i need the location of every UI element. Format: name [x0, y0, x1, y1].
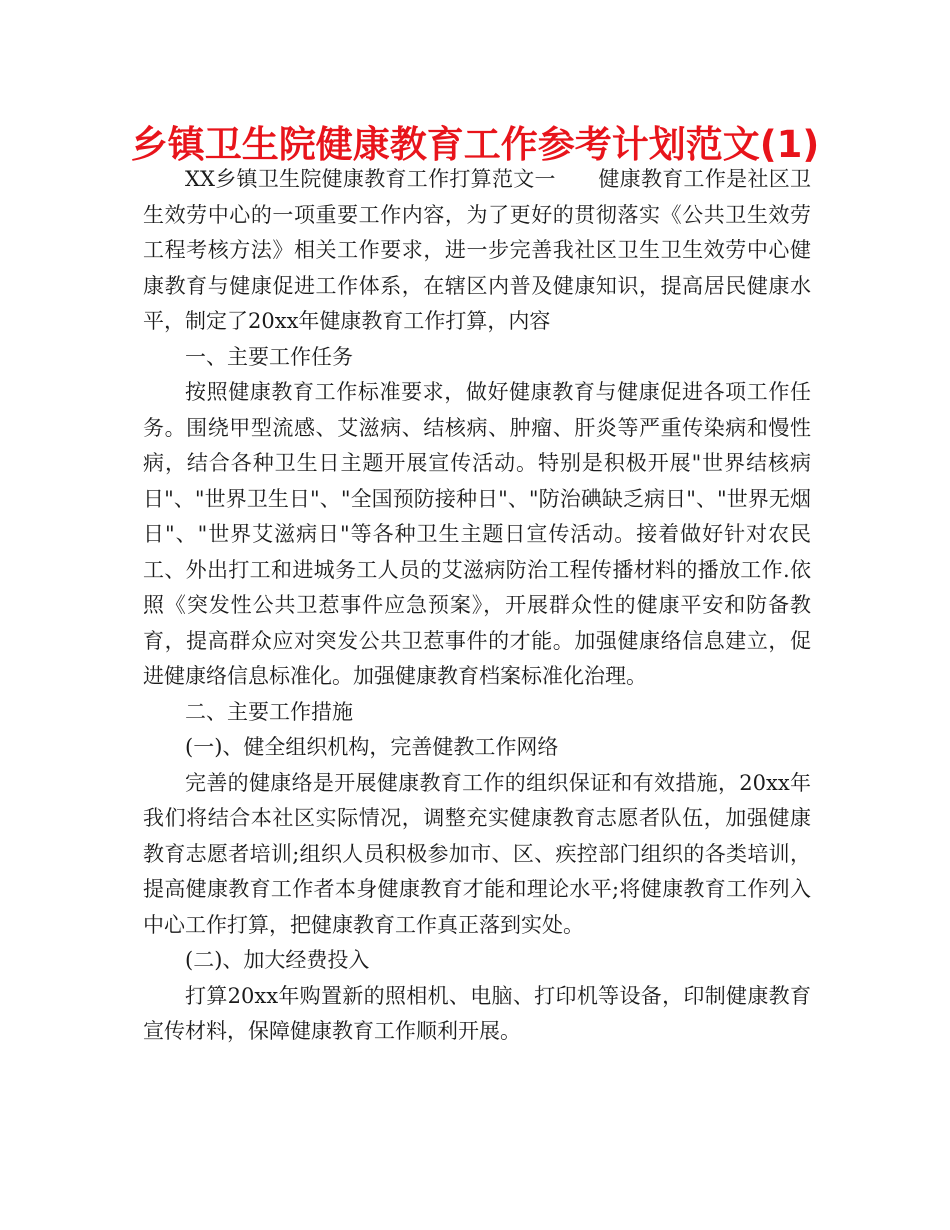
organization-paragraph: 完善的健康络是开展健康教育工作的组织保证和有效措施，20xx年我们将结合本社区实际情况，调整充实健康教育志愿者队伍，加强健康教育志愿者培训;组织人员积极参加市、区、疾控部门组织的各类培训，提高健康教育工作者本身健康教育才能和理论水平;将健康教育工作列入中心工作打算，把健康教育工作真正落到实处。 — [143, 770, 811, 937]
subheading-organization: (一)、健全组织机构，完善健教工作网络 — [185, 735, 559, 759]
tasks-paragraph: 按照健康教育工作标准要求，做好健康教育与健康促进各项工作任务。围绕甲型流感、艾滋病、结核病、肿瘤、肝炎等严重传染病和慢性病，结合各种卫生日主题开展宣传活动。特别是积极开展"世界结核病日"、"世界卫生日"、"全国预防接种日"、"防治碘缺乏病日"、"世界无烟日"、"世界艾滋病日"等各种卫生主题日宣传活动。接着做好针对农民工、外出打工和进城务工人员的艾滋病防治工程传播材料的播放工作.依照《突发性公共卫惹事件应急预案》，开展群众性的健康平安和防备教育，提高群众应对突发公共卫惹事件的才能。加强健康络信息建立，促进健康络信息标准化。加强健康教育档案标准化治理。 — [143, 380, 811, 688]
section-heading-measures: 二、主要工作措施 — [185, 699, 353, 724]
document-title: 乡镇卫生院健康教育工作参考计划范文(1) — [130, 123, 820, 166]
document-body — [143, 162, 811, 1050]
subheading-funding: (二)、加大经费投入 — [185, 948, 370, 972]
section-heading-tasks: 一、主要工作任务 — [185, 344, 353, 369]
intro-paragraph: XX乡镇卫生院健康教育工作打算范文一 健康教育工作是社区卫生效劳中心的一项重要工作内容，为了更好的贯彻落实《公共卫生效劳工程考核方法》相关工作要求，进一步完善我社区卫生卫生效劳中心健康教育与健康促进工作体系，在辖区内普及健康知识，提高居民健康水平，制定了20xx年健康教育工作打算，内容 — [143, 167, 811, 333]
funding-paragraph: 打算20xx年购置新的照相机、电脑、打印机等设备，印制健康教育宣传材料，保障健康教育工作顺利开展。 — [143, 983, 811, 1043]
